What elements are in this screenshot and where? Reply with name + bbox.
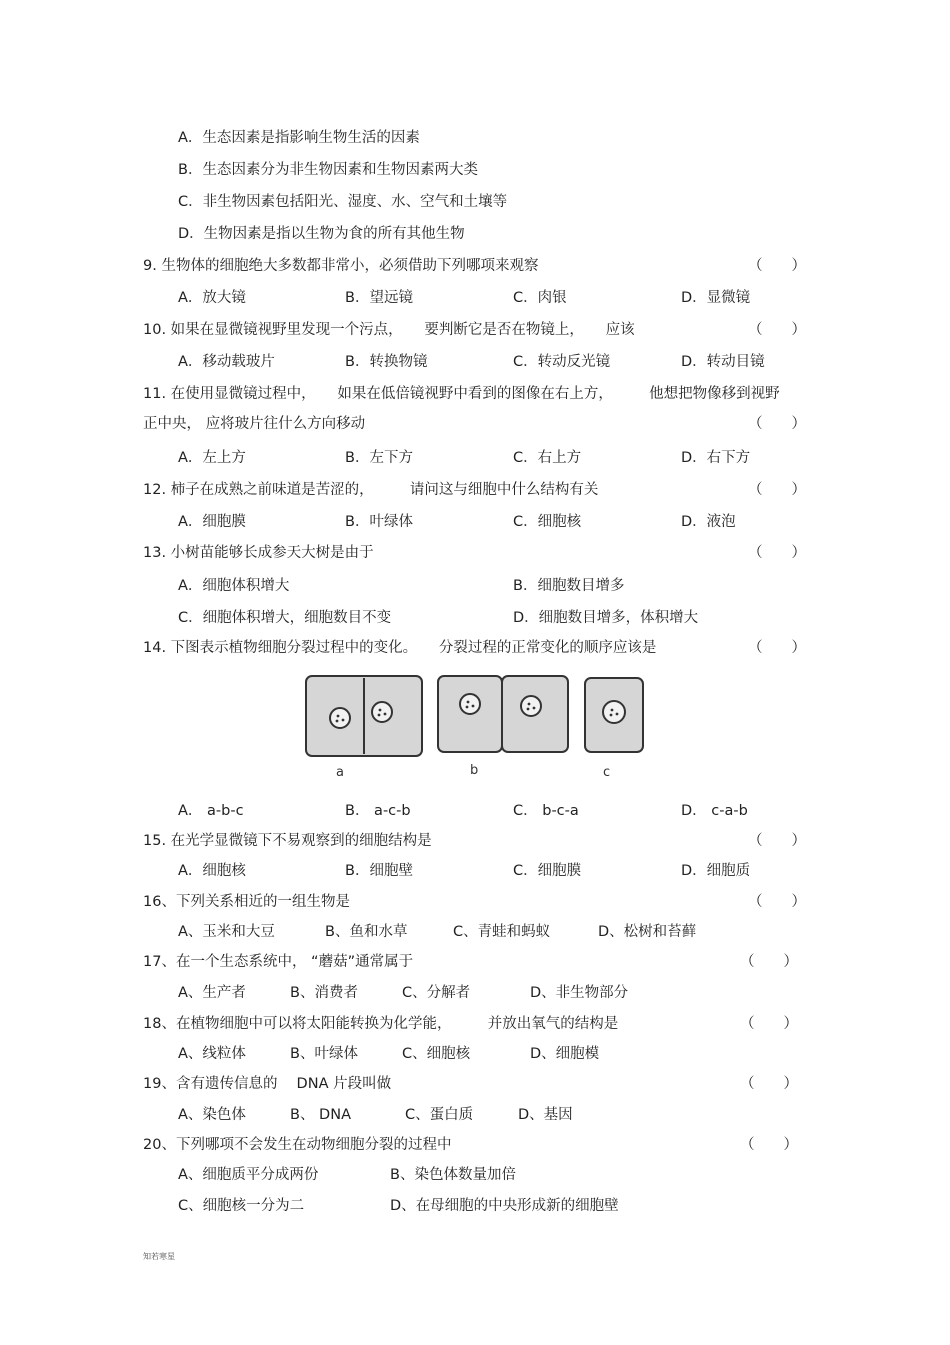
q9-option-c: C．肉银	[513, 290, 567, 306]
cell-division-figure	[298, 670, 658, 785]
q17-stem: 17、在一个生态系统中， “蘑菇”通常属于	[143, 954, 414, 970]
q20-option-a: A、细胞质平分成两份	[178, 1167, 319, 1183]
q8-option-c: C．非生物因素包括阳光、湿度、水、空气和土壤等	[178, 194, 508, 210]
q16-stem: 16、下列关系相近的一组生物是	[143, 894, 350, 910]
q18-option-b: B、叶绿体	[290, 1046, 358, 1062]
q8-option-b: B．生态因素分为非生物因素和生物因素两大类	[178, 162, 478, 178]
q19-option-a: A、染色体	[178, 1107, 246, 1123]
q13-option-c: C．细胞体积增大，细胞数目不变	[178, 610, 392, 626]
q15-stem: 15. 在光学显微镜下不易观察到的细胞结构是	[143, 833, 432, 849]
q11-option-c: C．右上方	[513, 450, 582, 466]
q15-option-a: A．细胞核	[178, 863, 246, 879]
q19-option-d: D、基因	[518, 1107, 573, 1123]
q16-option-b: B、鱼和水草	[325, 924, 408, 940]
q20-option-d: D、在母细胞的中央形成新的细胞壁	[390, 1198, 619, 1214]
q20-option-c: C、细胞核一分为二	[178, 1198, 305, 1214]
q19-option-c: C、蛋白质	[405, 1107, 474, 1123]
q13-option-d: D．细胞数目增多，体积增大	[513, 610, 699, 626]
q11-stem-continued: 正中央， 应将玻片往什么方向移动	[143, 416, 366, 432]
q11-option-b: B．左下方	[345, 450, 413, 466]
q18-stem: 18、在植物细胞中可以将太阳能转换为化学能， 并放出氧气的结构是	[143, 1016, 619, 1032]
q16-option-a: A、玉米和大豆	[178, 924, 275, 940]
q19-answer-paren: （ ）	[740, 1076, 798, 1092]
q17-option-a: A、生产者	[178, 985, 246, 1001]
page-footer: 知若寒星	[143, 1252, 175, 1261]
q11-option-d: D．右下方	[681, 450, 751, 466]
q17-option-b: B、消费者	[290, 985, 358, 1001]
q19-stem: 19、含有遗传信息的 DNA 片段叫做	[143, 1076, 392, 1092]
q9-answer-paren: （ ）	[748, 258, 806, 274]
q12-option-b: B．叶绿体	[345, 514, 413, 530]
q15-answer-paren: （ ）	[748, 833, 806, 849]
q15-option-b: B．细胞壁	[345, 863, 413, 879]
q14-option-d: D． c-a-b	[681, 803, 748, 819]
q9-option-a: A．放大镜	[178, 290, 246, 306]
cell-b-nucleus-left	[460, 694, 480, 714]
q10-option-d: D．转动目镜	[681, 354, 765, 370]
q14-answer-paren: （ ）	[748, 640, 806, 656]
q20-answer-paren: （ ）	[740, 1137, 798, 1153]
cell-a-nucleus-right	[372, 702, 392, 722]
q17-option-d: D、非生物部分	[530, 985, 629, 1001]
q16-answer-paren: （ ）	[748, 894, 806, 910]
q9-option-b: B．望远镜	[345, 290, 413, 306]
q14-option-b: B． a-c-b	[345, 803, 411, 819]
q8-option-a: A．生态因素是指影响生物生活的因素	[178, 130, 420, 146]
q18-option-d: D、细胞模	[530, 1046, 600, 1062]
q10-option-b: B．转换物镜	[345, 354, 428, 370]
cell-b-nucleus-right	[521, 696, 541, 716]
q17-option-c: C、分解者	[402, 985, 471, 1001]
q12-option-d: D．液泡	[681, 514, 736, 530]
q20-stem: 20、下列哪项不会发生在动物细胞分裂的过程中	[143, 1137, 452, 1153]
q12-option-a: A．细胞膜	[178, 514, 246, 530]
q12-stem: 12. 柿子在成熟之前味道是苦涩的， 请问这与细胞中什么结构有关	[143, 482, 599, 498]
q11-option-a: A．左上方	[178, 450, 246, 466]
q14-option-a: A． a-b-c	[178, 803, 244, 819]
q18-option-c: C、细胞核	[402, 1046, 471, 1062]
q15-option-c: C．细胞膜	[513, 863, 582, 879]
q13-option-a: A．细胞体积增大	[178, 578, 290, 594]
q12-answer-paren: （ ）	[748, 482, 806, 498]
q10-answer-paren: （ ）	[748, 322, 806, 338]
q11-answer-paren: （ ）	[748, 416, 806, 432]
q13-stem: 13. 小树苗能够长成参天大树是由于	[143, 545, 374, 561]
q10-option-a: A．移动载玻片	[178, 354, 275, 370]
q16-option-d: D、松树和苔藓	[598, 924, 697, 940]
cell-a-nucleus-left	[330, 708, 350, 728]
cell-c-nucleus	[603, 701, 625, 723]
q10-option-c: C．转动反光镜	[513, 354, 611, 370]
q17-answer-paren: （ ）	[740, 954, 798, 970]
figure-label-b: b	[470, 763, 479, 778]
q19-option-b: B、 DNA	[290, 1107, 351, 1123]
q18-answer-paren: （ ）	[740, 1016, 798, 1032]
q9-option-d: D．显微镜	[681, 290, 751, 306]
q13-option-b: B．细胞数目增多	[513, 578, 625, 594]
q12-option-c: C．细胞核	[513, 514, 582, 530]
figure-label-a: a	[336, 765, 344, 780]
q14-stem: 14. 下图表示植物细胞分裂过程中的变化。 分裂过程的正常变化的顺序应该是	[143, 640, 657, 656]
q9-stem: 9. 生物体的细胞绝大多数都非常小，必须借助下列哪项来观察	[143, 258, 539, 274]
q8-option-d: D．生物因素是指以生物为食的所有其他生物	[178, 226, 465, 242]
q14-option-c: C． b-c-a	[513, 803, 579, 819]
q15-option-d: D．细胞质	[681, 863, 751, 879]
q20-option-b: B、染色体数量加倍	[390, 1167, 516, 1183]
q18-option-a: A、线粒体	[178, 1046, 246, 1062]
figure-label-c: c	[603, 765, 611, 780]
q16-option-c: C、青蛙和蚂蚁	[453, 924, 551, 940]
q11-stem: 11. 在使用显微镜过程中， 如果在低倍镜视野中看到的图像在右上方， 他想把物像移到视野	[143, 386, 780, 402]
q13-answer-paren: （ ）	[748, 545, 806, 561]
q10-stem: 10. 如果在显微镜视野里发现一个污点， 要判断它是否在物镜上， 应该	[143, 322, 635, 338]
